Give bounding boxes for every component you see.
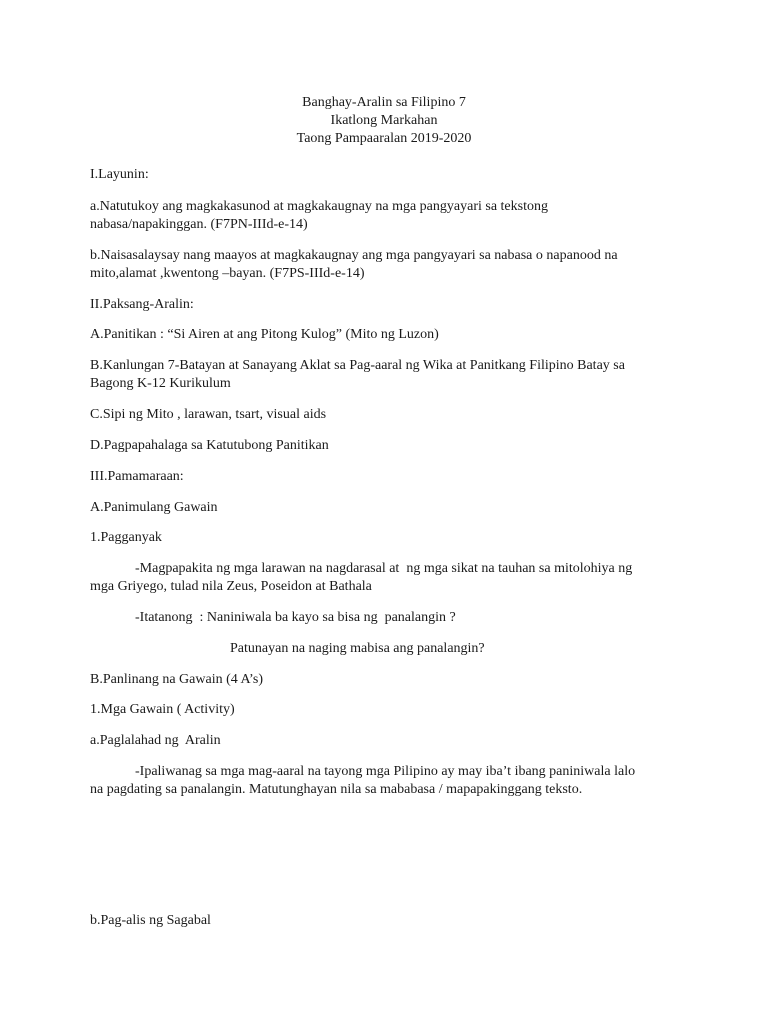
panimulang-gawain-heading: A.Panimulang Gawain [90,500,218,515]
patunayan-line: Patunayan na naging mabisa ang panalangin? [230,641,485,656]
pagganyak-item-line-1: -Magpapakita ng mga larawan na nagdarasal at ng mga sikat na tauhan sa mitolohiya ng [135,561,633,576]
itatanong-line: -Itatanong : Naniniwala ba kayo sa bisa ng panalangin ? [135,610,456,625]
document-title: Banghay-Aralin sa Filipino 7 [302,95,466,110]
section-heading-layunin: I.Layunin: [90,167,149,182]
paksa-item-d: D.Pagpapahalaga sa Katutubong Panitikan [90,438,329,453]
section-heading-paksang-aralin: II.Paksang-Aralin: [90,297,194,312]
pag-alis-ng-sagabal-heading: b.Pag-alis ng Sagabal [90,913,211,928]
paksa-item-b-line-2: Bagong K-12 Kurikulum [90,376,231,391]
document-school-year: Taong Pampaaralan 2019-2020 [296,131,472,146]
paglalahad-item-line-1: -Ipaliwanag sa mga mag-aaral na tayong mga Pilipino ay may iba’t ibang paniniwala lalo [135,764,636,779]
paglalahad-item-line-2: na pagdating sa panalangin. Matutunghayan nila sa mababasa / mapapakinggang teksto. [90,782,583,797]
objective-a-line-2: nabasa/napakinggan. (F7PN-IIId-e-14) [90,217,308,232]
paksa-item-a: A.Panitikan : “Si Airen at ang Pitong Kulog” (Mito ng Luzon) [90,327,439,342]
panlinang-na-gawain-heading: B.Panlinang na Gawain (4 A’s) [90,672,264,687]
pagganyak-heading: 1.Pagganyak [90,530,162,545]
mga-gawain-heading: 1.Mga Gawain ( Activity) [90,702,235,717]
objective-b-line-1: b.Naisasalaysay nang maayos at magkakaugnay ang mga pangyayari sa nabasa o napanood na [90,248,618,263]
document-quarter: Ikatlong Markahan [330,113,438,128]
objective-b-line-2: mito,alamat ,kwentong –bayan. (F7PS-IIId-e-14) [90,266,365,281]
section-heading-pamamaraan: III.Pamamaraan: [90,469,184,484]
paglalahad-heading: a.Paglalahad ng Aralin [90,733,221,748]
paksa-item-c: C.Sipi ng Mito , larawan, tsart, visual aids [90,407,327,422]
pagganyak-item-line-2: mga Griyego, tulad nila Zeus, Poseidon at Bathala [90,579,372,594]
paksa-item-b-line-1: B.Kanlungan 7-Batayan at Sanayang Aklat sa Pag-aaral ng Wika at Panitkang Filipino Batay sa [90,358,625,373]
objective-a-line-1: a.Natutukoy ang magkakasunod at magkakaugnay na mga pangyayari sa tekstong [90,199,548,214]
